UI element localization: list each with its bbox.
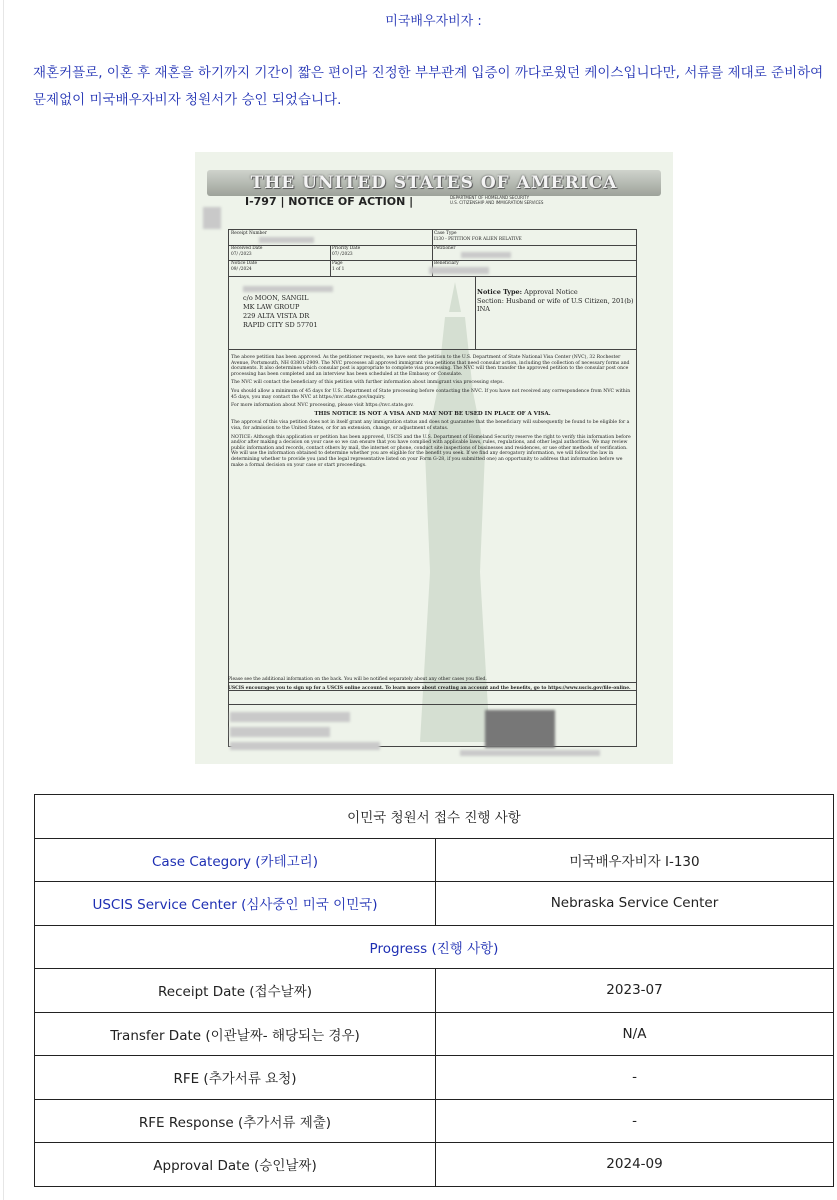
redacted-barcode xyxy=(203,207,221,229)
service-center-value: Nebraska Service Center xyxy=(436,882,834,926)
address-line: c/o MOON, SANGIL xyxy=(243,294,309,302)
notice-banner xyxy=(207,170,661,196)
table-row xyxy=(35,969,834,1013)
table-title: 이민국 청원서 접수 진행 사항 xyxy=(35,795,834,839)
petitioner-label: Petitioner xyxy=(434,246,456,251)
redacted-recipient-name xyxy=(243,286,333,292)
redacted-footer-block xyxy=(230,727,330,737)
notice-info-table xyxy=(228,229,637,277)
table-row xyxy=(35,838,834,882)
left-border-line xyxy=(3,0,4,1200)
priority-date-value: 07/ /2023 xyxy=(332,252,353,257)
receipt-date-label: Receipt Date (접수날짜) xyxy=(35,969,436,1013)
not-a-visa-warning: THIS NOTICE IS NOT A VISA AND MAY NOT BE USED IN PLACE OF A VISA. xyxy=(314,410,551,417)
dept-line-2: U.S. CITIZENSHIP AND IMMIGRATION SERVICES xyxy=(450,200,544,205)
table-row xyxy=(35,1099,834,1143)
notice-paragraph: You should allow a minimum of 45 days for U.S. Department of State processing before contacting the NVC. If you have not received any correspondence from NVC within 45 days, you may contact the NVC at https://nvc.state.gov/inquiry. xyxy=(231,388,631,400)
notice-type-value: Approval Notice xyxy=(524,288,578,296)
section-text: Section: Husband or wife of U.S Citizen, 201(b) INA xyxy=(477,296,634,313)
table-row xyxy=(35,1143,834,1187)
rfe-response-label: RFE Response (추가서류 제출) xyxy=(35,1099,436,1143)
notice-type-label: Notice Type: xyxy=(477,288,523,296)
notice-paragraph: The NVC will contact the beneficiary of this petition with further information about immigrant visa processing steps. xyxy=(231,380,504,386)
progress-table xyxy=(34,794,834,1187)
redacted-footer-block xyxy=(230,742,380,750)
intro-paragraph: 재혼커플로, 이혼 후 재혼을 하기까지 기간이 짧은 편이라 진정한 부부관계 입증이 까다로웠던 케이스입니다만, 서류를 제대로 준비하여 문제없이 미국배우자비자 청원서가 승인 되었습니다. xyxy=(33,65,824,108)
banner-text: THE UNITED STATES OF AMERICA xyxy=(250,173,618,193)
notice-paragraph: For more information about NVC processing, please visit https://nvc.state.gov. xyxy=(231,403,414,409)
department-name xyxy=(450,195,543,205)
approval-date-label: Approval Date (승인날짜) xyxy=(35,1143,436,1187)
rfe-value: - xyxy=(436,1056,834,1100)
progress-header: Progress (진행 사항) xyxy=(35,925,834,969)
redacted-footer-block xyxy=(230,712,350,722)
notice-paragraph: NOTICE: Although this application or petition has been approved, USCIS and the U.S. Department of Homeland Security reserve the right to verify this information before and/or after making a decision on your case so we can ensure that you have complied with applicable laws, rules, regulations, and other legal authorities. We may review public information and records, contact others by mail, the internet or phone, conduct site inspections of businesses and residences, or use other methods of verification. We will use the information obtained to determine whether you are eligible for the benefit you seek. If we find any derogatory information, we will follow the law in determining whether to provide you (and the legal representative listed on your Form G-28, if you submitted one) an opportunity to address that information before we make a formal decision on your case or start proceedings. xyxy=(231,434,631,468)
page-label: Page xyxy=(332,261,343,266)
case-category-label: Case Category (카테고리) xyxy=(35,838,436,882)
address-line: MK LAW GROUP xyxy=(243,303,300,311)
redacted-footer-block xyxy=(460,750,600,756)
notice-type xyxy=(477,288,637,314)
transfer-date-label: Transfer Date (이관날짜- 해당되는 경우) xyxy=(35,1012,436,1056)
approval-notice-image xyxy=(195,152,673,764)
beneficiary-label: Beneficiary xyxy=(434,261,459,266)
redacted-beneficiary xyxy=(429,267,489,274)
address-line: 229 ALTA VISTA DR xyxy=(243,312,310,320)
notice-paragraph: The approval of this visa petition does not in itself grant any immigration status and does not guarantee that the beneficiary will subsequently be found to be eligible for a visa, for admission to the United States, or for an extension, change, or adjustment of status. xyxy=(231,420,630,431)
priority-date-label: Priority Date xyxy=(332,246,361,251)
footer-line: Please see the additional information on the back. You will be notified separately about any other cases you filed. xyxy=(228,677,487,682)
table-row xyxy=(35,1056,834,1100)
received-date-label: Received Date xyxy=(231,246,263,251)
rfe-label: RFE (추가서류 요청) xyxy=(35,1056,436,1100)
service-center-label: USCIS Service Center (심사중인 미국 이민국) xyxy=(35,882,436,926)
table-row xyxy=(35,1012,834,1056)
dept-line-1: DEPARTMENT OF HOMELAND SECURITY xyxy=(450,195,530,200)
redacted-receipt-number xyxy=(259,237,314,243)
post-heading: 미국배우자비자 : xyxy=(385,14,482,29)
table-row xyxy=(35,795,834,839)
transfer-date-value: N/A xyxy=(436,1012,834,1056)
notice-date-value: 09/ /2024 xyxy=(231,267,252,272)
redacted-barcode xyxy=(485,710,555,748)
receipt-date-value: 2023-07 xyxy=(436,969,834,1013)
approval-date-value: 2024-09 xyxy=(436,1143,834,1187)
case-type-label: Case Type xyxy=(434,231,457,236)
table-row xyxy=(35,925,834,969)
form-title: I-797 | NOTICE OF ACTION | xyxy=(245,195,414,208)
notice-paragraph: The above petition has been approved. As the petitioner requests, we have sent the petition to the U.S. Department of State National Visa Center (NVC), 32 Rochester Avenue, Portsmouth, NH 03801-2909. The NVC processes all approved immigrant visa petitions that need consular action, including the collection of necessary forms and documents. It also determines which consular post is appropriate to complete visa processing. The NVC will then transfer the approved petition to the consular post once processing has been completed and an interview has been scheduled at the Embassy or Consulate. xyxy=(231,355,630,377)
notice-date-label: Notice Date xyxy=(231,261,258,266)
notice-body-text xyxy=(231,355,634,471)
receipt-number-label: Receipt Number xyxy=(231,231,267,236)
rfe-response-value: - xyxy=(436,1099,834,1143)
case-type-value: I130 - PETITION FOR ALIEN RELATIVE xyxy=(434,237,522,242)
address-line: RAPID CITY SD 57701 xyxy=(243,321,318,329)
notice-footer xyxy=(228,677,637,691)
case-category-value: 미국배우자비자 I-130 xyxy=(436,838,834,882)
footer-line: USCIS encourages you to sign up for a USCIS online account. To learn more about creating an account and the benefits, go to https://www.uscis.gov/file-online. xyxy=(228,685,631,691)
page-value: 1 of 1 xyxy=(332,267,345,272)
recipient-address xyxy=(243,294,317,330)
redacted-petitioner xyxy=(461,252,511,258)
received-date-value: 07/ /2023 xyxy=(231,252,252,257)
table-row xyxy=(35,882,834,926)
